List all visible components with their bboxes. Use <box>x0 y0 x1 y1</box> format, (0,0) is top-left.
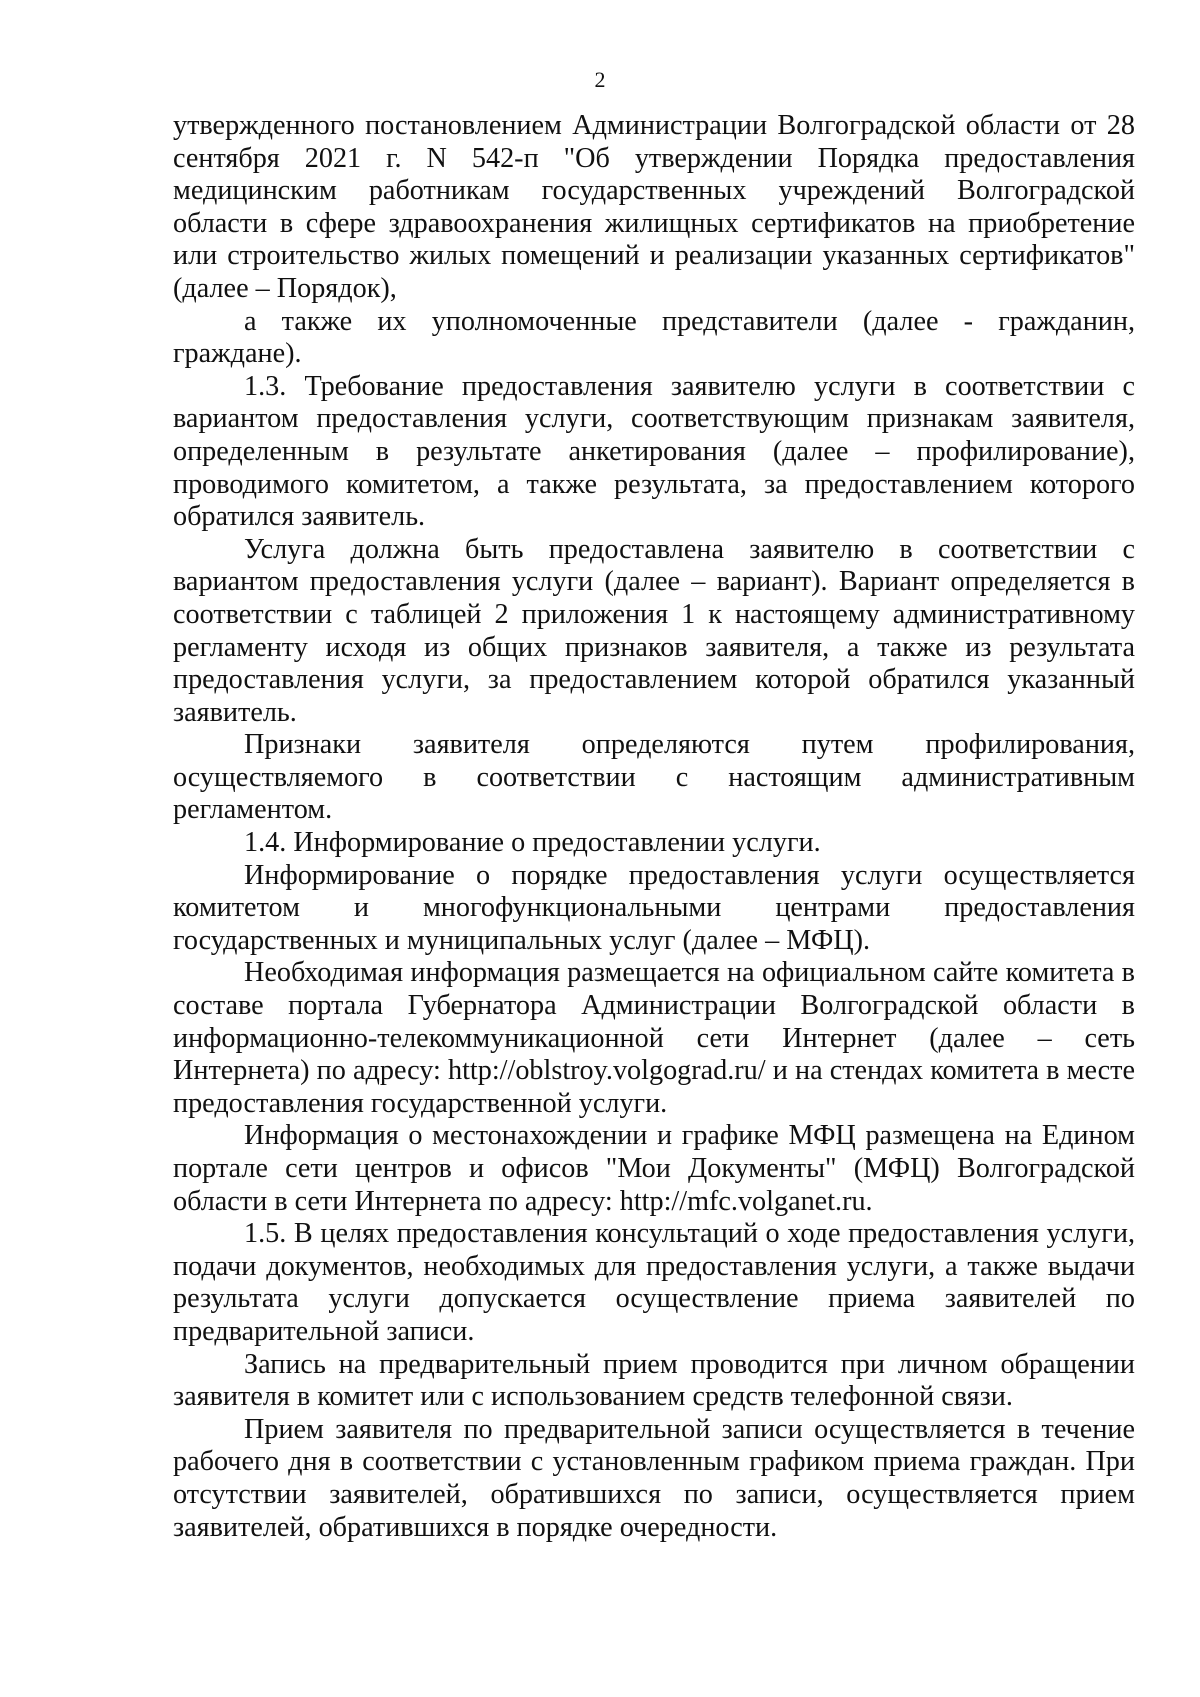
paragraph-1-3: 1.3. Требование предоставления заявителю услуги в соответствии с вариантом предоставления услуги, соответствующим признакам заявителя, определенным в результате анкетирования (далее – профилирование), проводимого комитетом, а также результата, за предоставлением которого обратился заявитель. <box>173 370 1135 533</box>
paragraph-informing: Информирование о порядке предоставления услуги осуществляется комитетом и многофункциональными центрами предоставления государственных и муниципальных услуг (далее – МФЦ). <box>173 859 1135 956</box>
paragraph-continuation: утвержденного постановлением Администрации Волгоградской области от 28 сентября 2021 г. N 542-п "Об утверждении Порядка предоставления медицинским работникам государственных учреждений Волгоградской области в сфере здравоохранения жилищных сертификатов на приобретение или строительство жилых помещений и реализации указанных сертификатов" (далее – Порядок), <box>173 110 1135 304</box>
paragraph-representatives: а также их уполномоченные представители (далее - гражданин, граждане). <box>173 305 1135 370</box>
page-number: 2 <box>594 67 606 92</box>
paragraph-website-info: Необходимая информация размещается на официальном сайте комитета в составе портала Губернатора Администрации Волгоградской области в информационно-телекоммуникационной сети Интернет (далее – сеть Интернета) по адресу: http://oblstroy.volgograd.ru/ и на стендах комитета в месте предоставления государственной услуги. <box>173 957 1135 1119</box>
document-body <box>173 110 1135 1544</box>
paragraph-variant: Услуга должна быть предоставлена заявителю в соответствии с вариантом предоставления услуги (далее – вариант). Вариант определяется в соответствии с таблицей 2 приложения 1 к настоящему административному регламенту исходя из общих признаков заявителя, а также из результата предоставления услуги, за предоставлением которой обратился указанный заявитель. <box>173 533 1135 728</box>
paragraph-reception-order: Прием заявителя по предварительной записи осуществляется в течение рабочего дня в соответствии с установленным графиком приема граждан. При отсутствии заявителей, обратившихся по записи, осуществляется прием заявителей, обратившихся в порядке очередности. <box>173 1413 1135 1543</box>
paragraph-preliminary-record: Запись на предварительный прием проводится при личном обращении заявителя в комитет или с использованием средств телефонной связи. <box>173 1348 1135 1413</box>
paragraph-mfc-info: Информация о местонахождении и графике МФЦ размещена на Едином портале сети центров и офисов "Мои Документы" (МФЦ) Волгоградской области в сети Интернета по адресу: http://mfc.volganet.ru. <box>173 1120 1135 1217</box>
paragraph-1-4-heading: 1.4. Информирование о предоставлении услуги. <box>244 827 821 859</box>
paragraph-1-5: 1.5. В целях предоставления консультаций о ходе предоставления услуги, подачи документов, необходимых для предоставления услуги, а также выдачи результата услуги допускается осуществление приема заявителей по предварительной записи. <box>173 1218 1135 1347</box>
paragraph-applicant-features: Признаки заявителя определяются путем профилирования, осуществляемого в соответствии с настоящим административным регламентом. <box>173 729 1135 826</box>
